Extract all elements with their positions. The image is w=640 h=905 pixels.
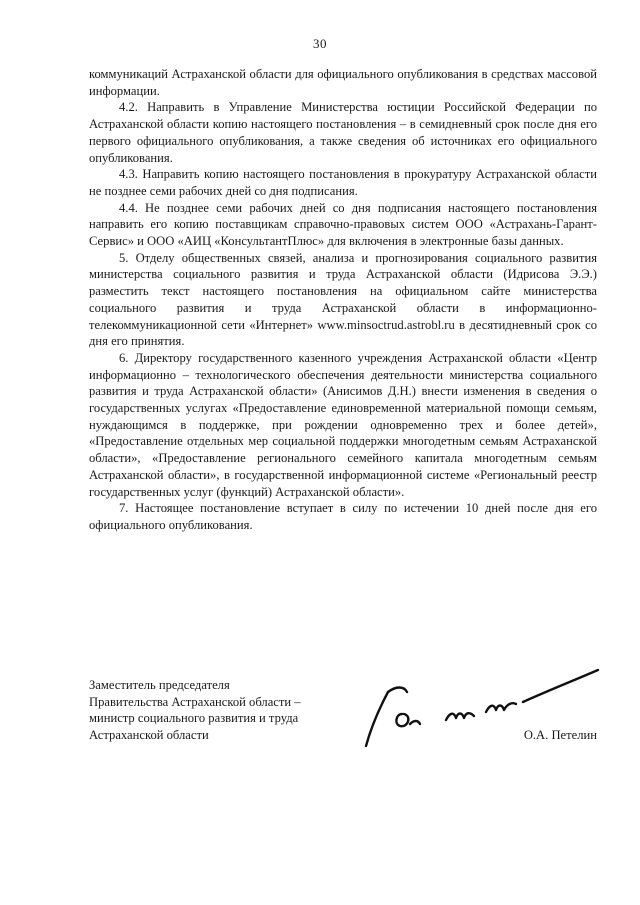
paragraph-4-2: 4.2. Направить в Управление Министерства юстиции Российской Федерации по Астраханской области копию настоящего постановления – в семидневный срок после дня его первого официального опубликования, а также сведения об источниках его официального опубликования. <box>89 100 597 165</box>
signatory-line: Астраханской области <box>89 728 209 743</box>
signatory-line: Заместитель председателя <box>89 678 230 692</box>
paragraph-7: 7. Настоящее постановление вступает в силу по истечении 10 дней после дня его официального опубликования. <box>89 501 597 532</box>
paragraph-6: 6. Директору государственного казенного учреждения Астраханской области «Центр информационно – технологического обеспечения деятельности министерства социального развития и труда Астраханской области» (Анисимов Д.Н.) внести изменения в сведения о государственных услугах «Предоставление единовременной материальной помощи семьям, нуждающимся в поддержке, при рождении одновременно трех и более детей», «Предоставление отдельных мер социальной поддержки многодетным семьям Астраханской области», «Предоставление регионального семейного капитала многодетным семьям Астраханской области», в государственной информационной системе «Региональный реестр государственных услуг (функций) Астраханской области». <box>89 350 597 499</box>
paragraph-4-3: 4.3. Направить копию настоящего постановления в прокуратуру Астраханской области не позднее семи рабочих дней со дня подписания. <box>89 167 597 198</box>
page-number: 30 <box>313 36 327 51</box>
signatory-line: Правительства Астраханской области – <box>89 694 301 709</box>
signatory-title <box>89 677 369 744</box>
paragraph-5: 5. Отделу общественных связей, анализа и прогнозирования социального развития министерства социального развития и труда Астраханской области (Идрисова Э.Э.) разместить текст настоящего постановления на официальном сайте министерства социального развития и труда Астраханской области в информационно-телекоммуникационной сети «Интернет» www.minsoctrud.astrobl.ru в десятидневный срок со дня его принятия. <box>89 250 597 349</box>
paragraph-4-4: 4.4. Не позднее семи рабочих дней со дня подписания настоящего постановления направить его копию поставщикам справочно-правовых систем ООО «Астрахань-Гарант-Сервис» и ООО «АИЦ «КонсультантПлюс» для включения в электронные базы данных. <box>89 200 597 249</box>
document-body <box>89 66 597 534</box>
signer-name: О.А. Петелин <box>523 728 597 742</box>
paragraph-4-1-continuation: коммуникаций Астраханской области для официального опубликования в средствах массовой информации. <box>89 67 597 98</box>
signatory-line: министр социального развития и труда <box>89 711 299 726</box>
